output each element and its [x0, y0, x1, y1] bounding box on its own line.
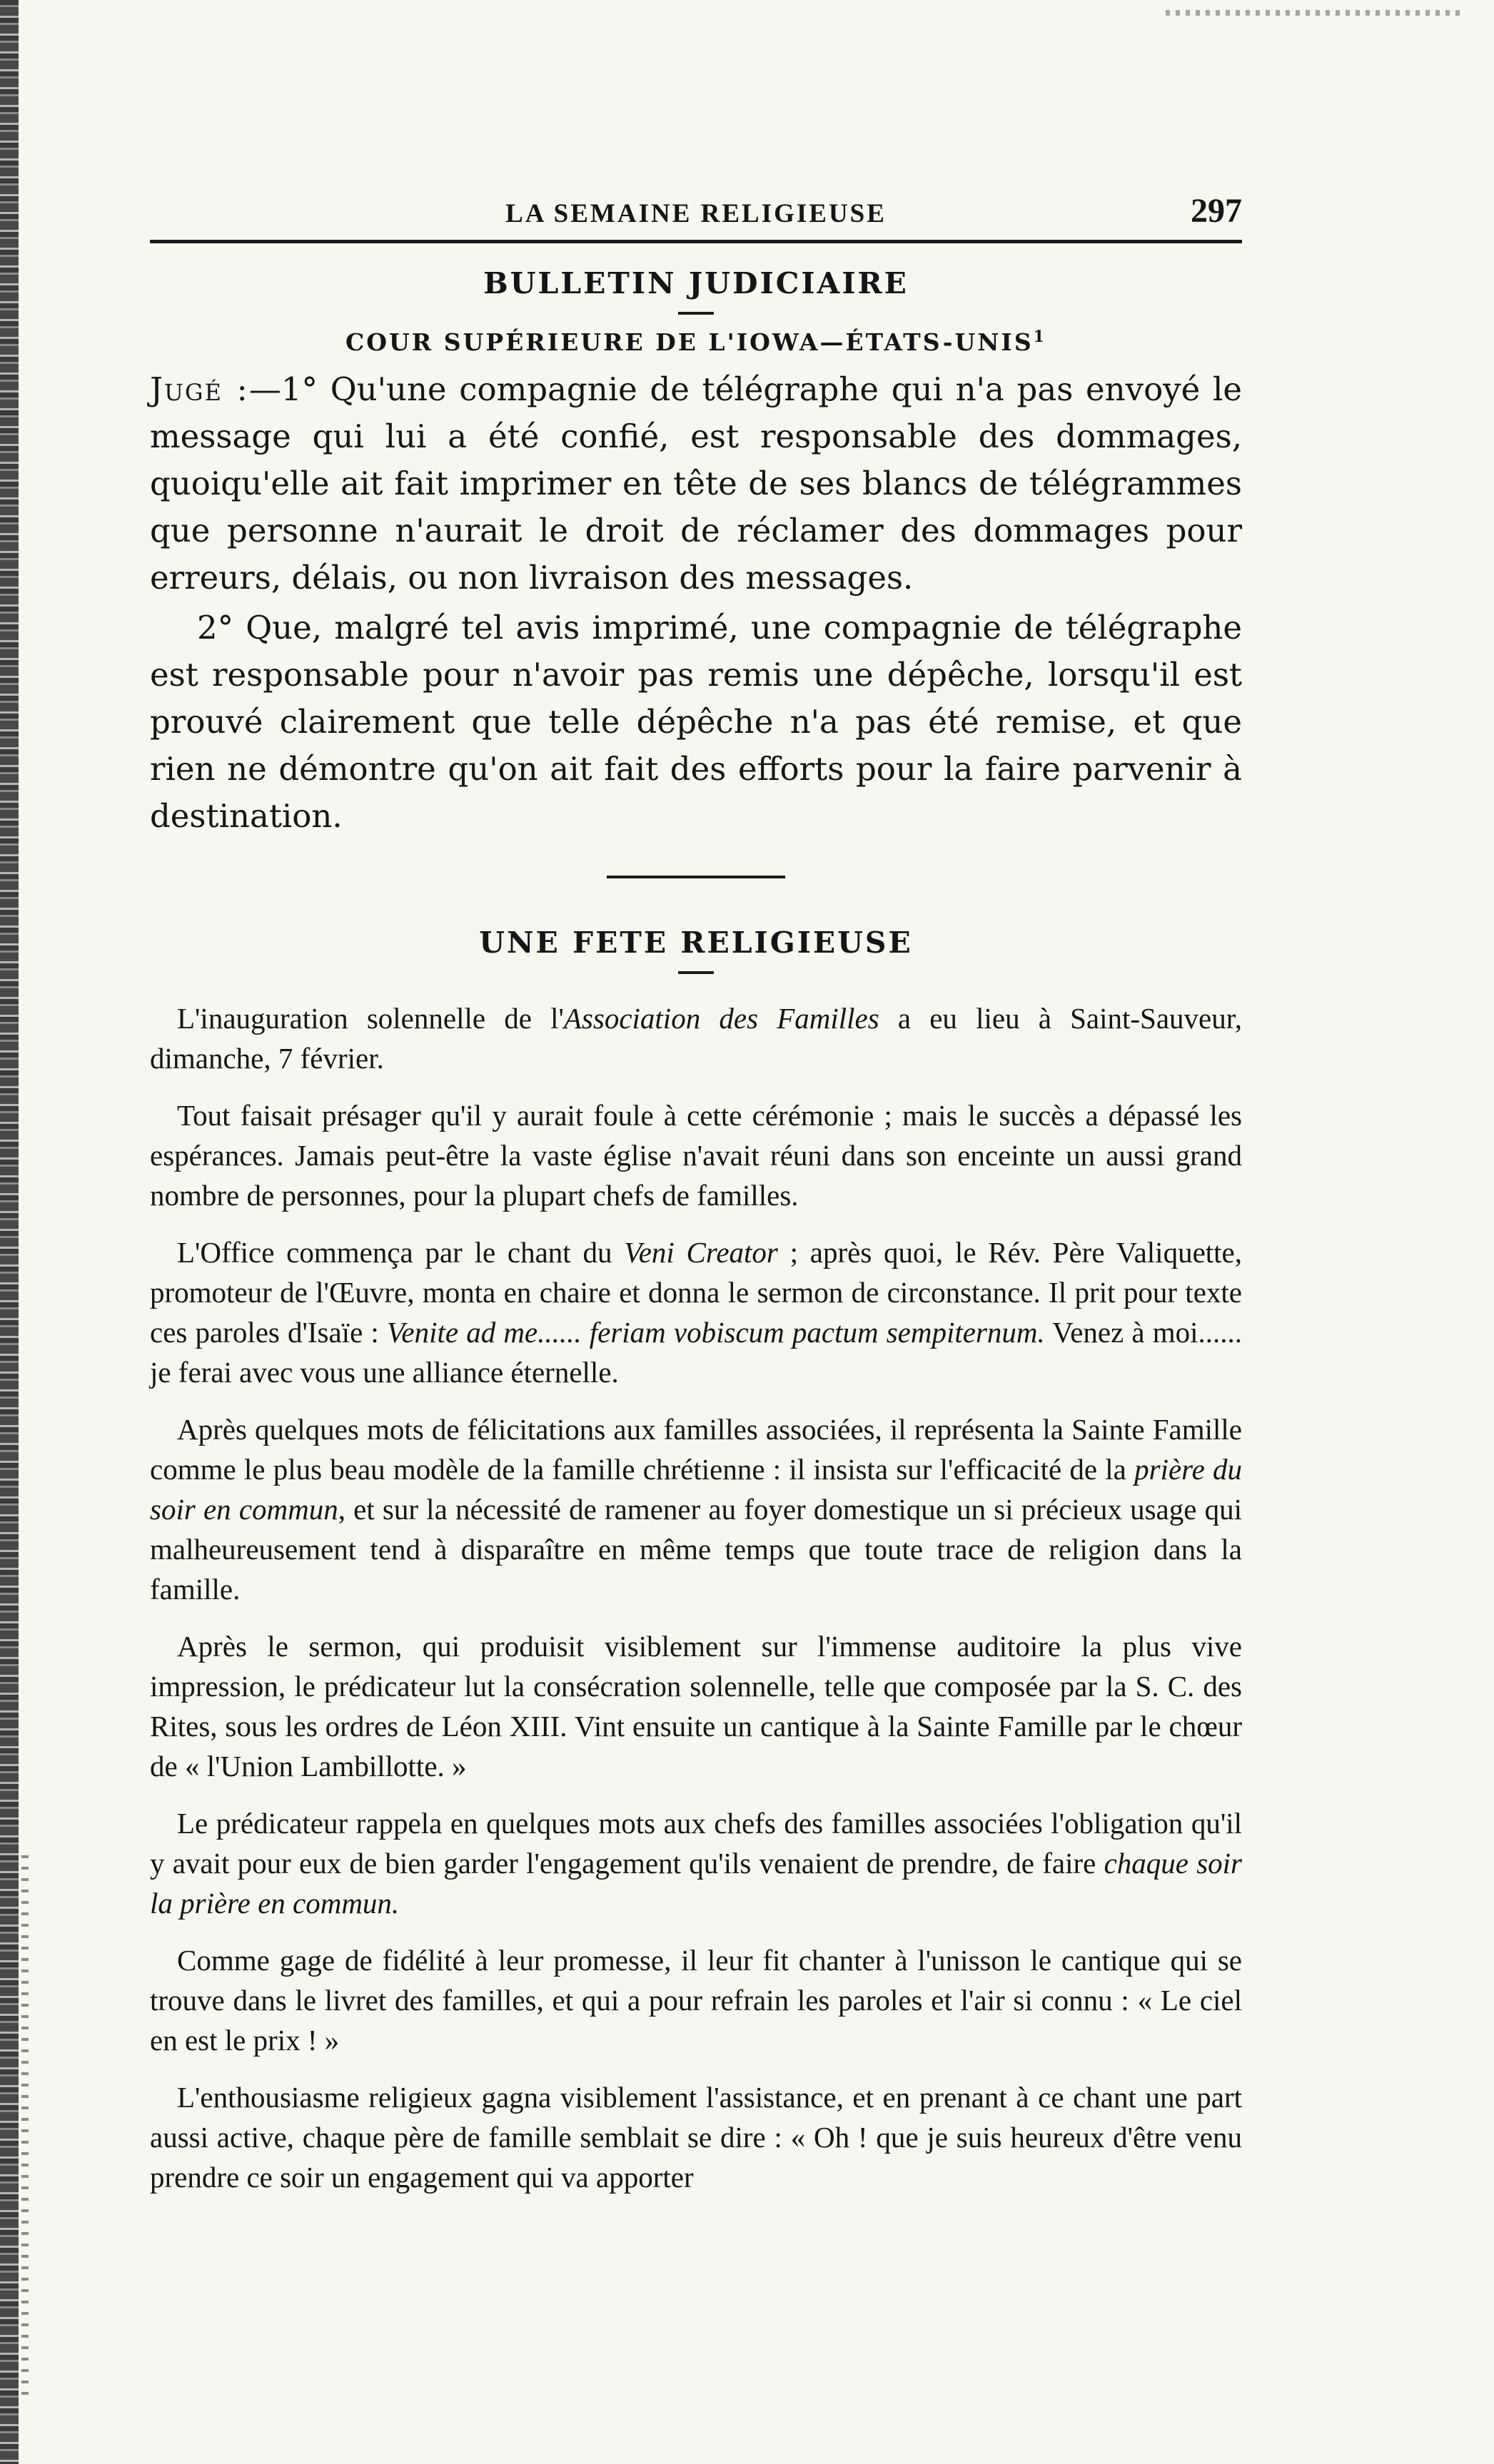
section-title-fete: UNE FETE RELIGIEUSE	[479, 926, 913, 960]
court-heading	[150, 328, 1242, 356]
scan-speckle	[21, 1855, 29, 2398]
judgment-text-1: —1° Qu'une compagnie de télégraphe qui n'a pas envoyé le message qui lui a été confié, est responsable des dommages, quoiqu'elle ait fait imprimer en tête de ses blancs de télégrammes que personne n'aurait le droit de réclamer des dommages pour erreurs, délais, ou non livraison des messages.	[150, 370, 1242, 597]
judgment-paragraph-1	[150, 366, 1242, 602]
article-paragraph-2: Tout faisait présager qu'il y aurait foule à cette cérémonie ; mais le succès a dépassé les espérances. Jamais peut-être la vaste église n'avait réuni dans son enceinte un aussi grand nombre de personnes, pour la plupart chefs de familles.	[150, 1099, 1242, 1212]
running-header	[150, 178, 1242, 235]
footnote-marker: 1	[1033, 328, 1046, 346]
court-name: COUR SUPÉRIEURE DE L'IOWA—ÉTATS-UNIS	[345, 328, 1034, 356]
article-paragraph-4: Après quelques mots de félicitations aux familles associées, il représenta la Sainte Famille comme le plus beau modèle de la famille chrétienne : il insista sur l'efficacité de la prière du soir en commun, et sur la nécessité de ramener au foyer domestique un si précieux usage qui malheureusement tend à disparaître en même temps que toute trace de religion dans la famille.	[150, 1413, 1242, 1606]
scan-binding-edge	[0, 0, 19, 2464]
title-dash	[678, 971, 714, 974]
article-paragraph-7: Comme gage de fidélité à leur promesse, il leur fit chanter à l'unisson le cantique qui se trouve dans le livret des familles, et qui a pour refrain les paroles et l'air si connu : « Le ciel en est le prix ! »	[150, 1944, 1242, 2057]
page-number: 297	[1191, 192, 1242, 230]
article-paragraph-5: Après le sermon, qui produisit visiblement sur l'immense auditoire la plus vive impression, le prédicateur lut la consécration solennelle, telle que composée par la S. C. des Rites, sous les ordres de Léon XIII. Vint ensuite un cantique à la Sainte Famille par le chœur de « l'Union Lambillotte. »	[150, 1630, 1242, 1783]
article-paragraph-1: L'inauguration solennelle de l'Association des Familles a eu lieu à Saint-Sauveur, dimanche, 7 février.	[150, 1002, 1243, 1075]
scan-speckle-top	[1166, 10, 1465, 16]
latin-quote: Venite ad me...... feriam vobiscum pactum sempiternum.	[386, 1316, 1045, 1349]
judgment-paragraph-2: 2° Que, malgré tel avis imprimé, une compagnie de télégraphe est responsable pour n'avoir pas remis une dépêche, lorsqu'il est prouvé clairement que telle dépêche n'a pas été remise, et que rien ne démontre qu'on ait fait des efforts pour la faire parvenir à destination.	[150, 609, 1242, 835]
title-dash	[678, 312, 714, 315]
section-title-bulletin: BULLETIN JUDICIAIRE	[483, 266, 909, 300]
section-separator	[607, 876, 785, 878]
judgment-lead: Jugé :	[150, 370, 249, 408]
association-name: Association des Familles	[563, 1002, 879, 1035]
page-body	[150, 178, 1242, 2214]
article-paragraph-6: Le prédicateur rappela en quelques mots aux chefs des familles associées l'obligation qu'il y avait pour eux de bien garder l'engagement qu'ils venaient de prendre, de faire chaque soir la prière en commun.	[150, 1807, 1242, 1920]
hymn-title: Veni Creator	[624, 1236, 778, 1269]
article-paragraph-8: L'enthousiasme religieux gagna visiblement l'assistance, et en prenant à ce chant une part aussi active, chaque père de famille semblait se dire : « Oh ! que je suis heureux d'être venu prendre ce soir un engagement qui va apporter	[150, 2081, 1242, 2194]
article-paragraph-3: L'Office commença par le chant du Veni Creator ; après quoi, le Rév. Père Valiquette, promoteur de l'Œuvre, monta en chaire et donna le sermon de circonstance. Il prit pour texte ces paroles d'Isaïe : Venite ad me...... feriam vobiscum pactum sempiternum. Venez à moi...... je ferai avec vous une alliance éternelle.	[150, 1236, 1243, 1389]
commitment-phrase: chaque soir la prière en commun.	[150, 1847, 1242, 1920]
running-title: LA SEMAINE RELIGIEUSE	[505, 199, 887, 228]
header-rule	[150, 240, 1242, 243]
prayer-phrase: prière du soir en commun	[150, 1453, 1242, 1526]
